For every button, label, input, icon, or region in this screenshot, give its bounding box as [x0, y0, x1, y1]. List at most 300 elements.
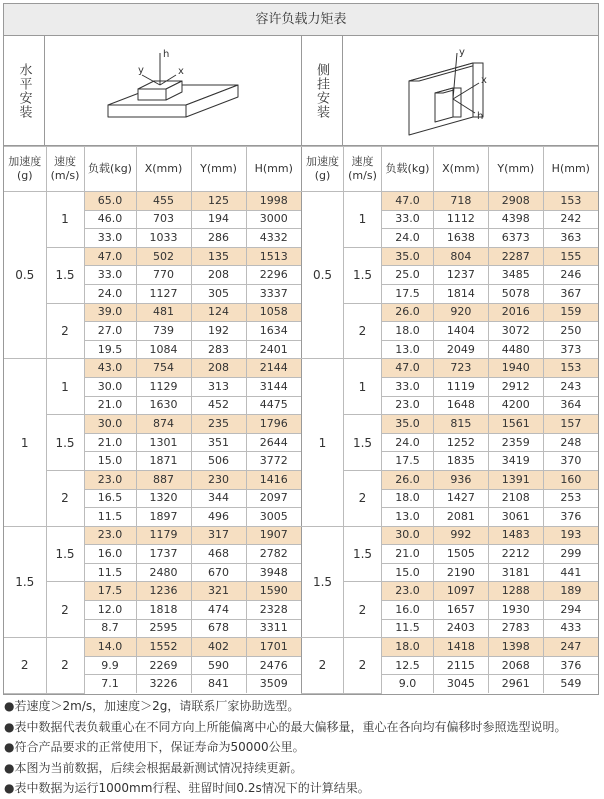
speed-header: 速度 (m/s) — [344, 147, 382, 192]
speed-cell: 1 — [46, 192, 84, 248]
x-cell: 1505 — [434, 545, 489, 564]
load-cell: 21.0 — [382, 545, 434, 564]
y-cell: 125 — [191, 192, 246, 211]
y-header: Y(mm) — [191, 147, 246, 192]
table-row — [4, 359, 301, 378]
h-cell: 363 — [543, 229, 598, 248]
load-cell: 8.7 — [84, 619, 136, 638]
speed-cell: 1.5 — [344, 415, 382, 471]
load-cell: 9.0 — [382, 675, 434, 693]
x-cell: 992 — [434, 526, 489, 545]
table-row — [4, 638, 301, 657]
load-cell: 9.9 — [84, 656, 136, 675]
y-cell: 2908 — [488, 192, 543, 211]
h-cell: 367 — [543, 284, 598, 303]
x-cell: 3045 — [434, 675, 489, 693]
load-cell: 12.5 — [382, 656, 434, 675]
y-cell: 194 — [191, 210, 246, 229]
y-cell: 344 — [191, 489, 246, 508]
x-cell: 1237 — [434, 266, 489, 285]
table-row — [302, 415, 599, 434]
h-cell: 1998 — [246, 192, 301, 211]
y-cell: 2016 — [488, 303, 543, 322]
load-cell: 15.0 — [382, 563, 434, 582]
table-row — [302, 359, 599, 378]
x-cell: 887 — [136, 470, 191, 489]
x-cell: 1127 — [136, 284, 191, 303]
load-cell: 30.0 — [84, 377, 136, 396]
load-cell: 33.0 — [84, 266, 136, 285]
load-cell: 17.5 — [382, 452, 434, 471]
notes-list — [4, 696, 602, 799]
table-row — [302, 638, 599, 657]
x-cell: 1252 — [434, 433, 489, 452]
y-cell: 4480 — [488, 340, 543, 359]
acceleration-cell: 1.5 — [302, 526, 344, 638]
load-cell: 47.0 — [382, 192, 434, 211]
horizontal-load-table — [4, 146, 301, 694]
x-cell: 2595 — [136, 619, 191, 638]
horizontal-rail-diagram — [98, 41, 248, 141]
load-cell: 19.5 — [84, 340, 136, 359]
table-row — [302, 192, 599, 211]
y-cell: 1391 — [488, 470, 543, 489]
speed-cell: 2 — [46, 470, 84, 526]
y-cell: 474 — [191, 601, 246, 620]
h-cell: 433 — [543, 619, 598, 638]
y-header: Y(mm) — [488, 147, 543, 192]
table-row — [4, 470, 301, 489]
x-cell: 1638 — [434, 229, 489, 248]
side-mount-figure — [343, 36, 599, 145]
h-cell: 373 — [543, 340, 598, 359]
acceleration-cell: 1 — [302, 359, 344, 526]
x-cell: 770 — [136, 266, 191, 285]
h-cell: 157 — [543, 415, 598, 434]
table-row — [302, 582, 599, 601]
load-cell: 18.0 — [382, 489, 434, 508]
h-axis-label: h — [162, 48, 170, 60]
note-item: ●本图为当前数据，后续会根据最新测试情况持续更新。 — [4, 760, 303, 775]
x-cell: 502 — [136, 247, 191, 266]
y-cell: 283 — [191, 340, 246, 359]
horizontal-mount-label: 水平安装 — [16, 62, 32, 119]
speed-cell: 2 — [344, 303, 382, 359]
load-cell: 23.0 — [382, 582, 434, 601]
x-header: X(mm) — [136, 147, 191, 192]
h-cell: 549 — [543, 675, 598, 693]
speed-cell: 1.5 — [46, 526, 84, 582]
y-cell: 2212 — [488, 545, 543, 564]
table-row — [4, 247, 301, 266]
y-cell: 2961 — [488, 675, 543, 693]
acceleration-cell: 0.5 — [4, 192, 46, 359]
y-axis-label: y — [459, 46, 466, 58]
h-cell: 294 — [543, 601, 598, 620]
load-cell: 30.0 — [84, 415, 136, 434]
h-cell: 3005 — [246, 508, 301, 527]
y-cell: 6373 — [488, 229, 543, 248]
h-cell: 3337 — [246, 284, 301, 303]
load-cell: 47.0 — [84, 247, 136, 266]
y-cell: 5078 — [488, 284, 543, 303]
x-cell: 481 — [136, 303, 191, 322]
side-load-table — [301, 146, 598, 694]
h-cell: 1701 — [246, 638, 301, 657]
side-mount-label-cell — [302, 36, 343, 145]
h-cell: 159 — [543, 303, 598, 322]
x-axis-label: x — [481, 74, 488, 86]
h-cell: 3144 — [246, 377, 301, 396]
load-cell: 24.0 — [84, 284, 136, 303]
x-cell: 1814 — [434, 284, 489, 303]
acceleration-header: 加速度 (g) — [4, 147, 46, 192]
load-cell: 11.5 — [382, 619, 434, 638]
x-cell: 1320 — [136, 489, 191, 508]
table-row — [4, 192, 301, 211]
x-axis-label: x — [177, 65, 184, 77]
load-cell: 16.0 — [382, 601, 434, 620]
x-cell: 1657 — [434, 601, 489, 620]
table-row — [302, 247, 599, 266]
x-cell: 1084 — [136, 340, 191, 359]
y-cell: 192 — [191, 322, 246, 341]
load-tables — [4, 146, 598, 694]
h-cell: 2144 — [246, 359, 301, 378]
load-cell: 25.0 — [382, 266, 434, 285]
x-cell: 1737 — [136, 545, 191, 564]
load-cell: 35.0 — [382, 247, 434, 266]
x-cell: 2190 — [434, 563, 489, 582]
x-cell: 1097 — [434, 582, 489, 601]
x-cell: 1236 — [136, 582, 191, 601]
h-cell: 1416 — [246, 470, 301, 489]
h-cell: 2644 — [246, 433, 301, 452]
y-cell: 2783 — [488, 619, 543, 638]
speed-cell: 1.5 — [344, 526, 382, 582]
table-row — [4, 303, 301, 322]
load-cell: 30.0 — [382, 526, 434, 545]
table-row — [302, 470, 599, 489]
x-cell: 920 — [434, 303, 489, 322]
h-header: H(mm) — [543, 147, 598, 192]
load-cell: 16.0 — [84, 545, 136, 564]
x-cell: 1630 — [136, 396, 191, 415]
load-header: 负载(kg) — [84, 147, 136, 192]
acceleration-cell: 1 — [4, 359, 46, 526]
x-cell: 2081 — [434, 508, 489, 527]
h-cell: 1634 — [246, 322, 301, 341]
x-cell: 1179 — [136, 526, 191, 545]
x-cell: 1871 — [136, 452, 191, 471]
h-cell: 246 — [543, 266, 598, 285]
y-cell: 2912 — [488, 377, 543, 396]
y-cell: 235 — [191, 415, 246, 434]
h-cell: 1513 — [246, 247, 301, 266]
h-cell: 376 — [543, 656, 598, 675]
y-axis-label: y — [137, 64, 144, 76]
h-header: H(mm) — [246, 147, 301, 192]
load-cell: 26.0 — [382, 303, 434, 322]
h-cell: 299 — [543, 545, 598, 564]
speed-cell: 2 — [344, 638, 382, 693]
load-cell: 18.0 — [382, 322, 434, 341]
h-cell: 2328 — [246, 601, 301, 620]
h-cell: 2476 — [246, 656, 301, 675]
h-cell: 3311 — [246, 619, 301, 638]
h-cell: 153 — [543, 359, 598, 378]
table-row — [4, 415, 301, 434]
x-cell: 754 — [136, 359, 191, 378]
x-cell: 1418 — [434, 638, 489, 657]
h-cell: 3509 — [246, 675, 301, 693]
load-moment-sheet — [3, 3, 599, 695]
y-cell: 2108 — [488, 489, 543, 508]
h-cell: 189 — [543, 582, 598, 601]
h-cell: 3772 — [246, 452, 301, 471]
x-cell: 1835 — [434, 452, 489, 471]
load-cell: 35.0 — [382, 415, 434, 434]
y-cell: 496 — [191, 508, 246, 527]
y-cell: 2068 — [488, 656, 543, 675]
h-cell: 364 — [543, 396, 598, 415]
y-cell: 321 — [191, 582, 246, 601]
y-cell: 230 — [191, 470, 246, 489]
load-cell: 24.0 — [382, 433, 434, 452]
x-cell: 739 — [136, 322, 191, 341]
horizontal-mount-panel — [4, 36, 301, 145]
mounting-diagrams — [4, 36, 598, 146]
x-cell: 723 — [434, 359, 489, 378]
speed-cell: 1 — [344, 192, 382, 248]
h-cell: 441 — [543, 563, 598, 582]
y-cell: 1288 — [488, 582, 543, 601]
y-cell: 3181 — [488, 563, 543, 582]
load-cell: 39.0 — [84, 303, 136, 322]
acceleration-cell: 2 — [4, 638, 46, 693]
horizontal-mount-figure — [45, 36, 301, 145]
y-cell: 590 — [191, 656, 246, 675]
y-cell: 1561 — [488, 415, 543, 434]
speed-cell: 1 — [46, 359, 84, 415]
x-cell: 1301 — [136, 433, 191, 452]
load-cell: 12.0 — [84, 601, 136, 620]
h-cell: 2097 — [246, 489, 301, 508]
y-cell: 317 — [191, 526, 246, 545]
x-cell: 1648 — [434, 396, 489, 415]
h-cell: 243 — [543, 377, 598, 396]
y-cell: 670 — [191, 563, 246, 582]
table-row — [302, 526, 599, 545]
load-cell: 16.5 — [84, 489, 136, 508]
table-row — [4, 526, 301, 545]
load-cell: 7.1 — [84, 675, 136, 693]
h-cell: 1907 — [246, 526, 301, 545]
load-cell: 21.0 — [84, 433, 136, 452]
y-cell: 3072 — [488, 322, 543, 341]
h-cell: 376 — [543, 508, 598, 527]
load-cell: 33.0 — [84, 229, 136, 248]
h-cell: 2401 — [246, 340, 301, 359]
x-cell: 1818 — [136, 601, 191, 620]
load-cell: 14.0 — [84, 638, 136, 657]
load-cell: 17.5 — [382, 284, 434, 303]
x-cell: 1897 — [136, 508, 191, 527]
x-cell: 1112 — [434, 210, 489, 229]
x-cell: 2049 — [434, 340, 489, 359]
side-rail-diagram — [395, 41, 545, 141]
note-item: ●表中数据为运行1000mm行程、驻留时间0.2s情况下的计算结果。 — [4, 781, 370, 795]
speed-cell: 2 — [344, 582, 382, 638]
load-cell: 43.0 — [84, 359, 136, 378]
y-cell: 3061 — [488, 508, 543, 527]
y-cell: 3485 — [488, 266, 543, 285]
h-cell: 153 — [543, 192, 598, 211]
y-cell: 4398 — [488, 210, 543, 229]
x-cell: 1404 — [434, 322, 489, 341]
speed-header: 速度 (m/s) — [46, 147, 84, 192]
speed-cell: 1 — [344, 359, 382, 415]
acceleration-header: 加速度 (g) — [302, 147, 344, 192]
x-cell: 2403 — [434, 619, 489, 638]
x-cell: 1033 — [136, 229, 191, 248]
load-cell: 23.0 — [84, 470, 136, 489]
x-cell: 804 — [434, 247, 489, 266]
y-cell: 2359 — [488, 433, 543, 452]
load-cell: 65.0 — [84, 192, 136, 211]
table-row — [4, 582, 301, 601]
x-cell: 2115 — [434, 656, 489, 675]
load-cell: 11.5 — [84, 508, 136, 527]
y-cell: 286 — [191, 229, 246, 248]
load-cell: 47.0 — [382, 359, 434, 378]
h-cell: 253 — [543, 489, 598, 508]
y-cell: 1483 — [488, 526, 543, 545]
h-cell: 247 — [543, 638, 598, 657]
h-cell: 2782 — [246, 545, 301, 564]
load-cell: 33.0 — [382, 377, 434, 396]
acceleration-cell: 2 — [302, 638, 344, 693]
y-cell: 305 — [191, 284, 246, 303]
y-cell: 506 — [191, 452, 246, 471]
x-cell: 2480 — [136, 563, 191, 582]
x-cell: 455 — [136, 192, 191, 211]
x-cell: 1427 — [434, 489, 489, 508]
y-cell: 2287 — [488, 247, 543, 266]
h-cell: 370 — [543, 452, 598, 471]
y-cell: 313 — [191, 377, 246, 396]
load-cell: 26.0 — [382, 470, 434, 489]
x-cell: 1119 — [434, 377, 489, 396]
horizontal-mount-label-cell — [4, 36, 45, 145]
x-cell: 815 — [434, 415, 489, 434]
y-cell: 452 — [191, 396, 246, 415]
speed-cell: 2 — [344, 470, 382, 526]
h-cell: 1058 — [246, 303, 301, 322]
side-mount-panel — [301, 36, 599, 145]
h-cell: 1590 — [246, 582, 301, 601]
y-cell: 1398 — [488, 638, 543, 657]
x-header: X(mm) — [434, 147, 489, 192]
h-cell: 4475 — [246, 396, 301, 415]
h-cell: 2296 — [246, 266, 301, 285]
y-cell: 1930 — [488, 601, 543, 620]
table-row — [302, 303, 599, 322]
header-row — [302, 147, 599, 192]
acceleration-cell: 0.5 — [302, 192, 344, 359]
load-cell: 11.5 — [84, 563, 136, 582]
speed-cell: 1.5 — [344, 247, 382, 303]
y-cell: 208 — [191, 266, 246, 285]
note-item: ●符合产品要求的正常使用下，保证寿命为50000公里。 — [4, 740, 305, 754]
h-axis-label: h — [477, 110, 484, 122]
h-cell: 4332 — [246, 229, 301, 248]
y-cell: 208 — [191, 359, 246, 378]
load-cell: 23.0 — [84, 526, 136, 545]
load-cell: 18.0 — [382, 638, 434, 657]
page-title: 容许负载力矩表 — [4, 4, 598, 36]
h-cell: 193 — [543, 526, 598, 545]
speed-cell: 2 — [46, 303, 84, 359]
x-cell: 936 — [434, 470, 489, 489]
y-cell: 135 — [191, 247, 246, 266]
h-cell: 3948 — [246, 563, 301, 582]
h-cell: 248 — [543, 433, 598, 452]
y-cell: 402 — [191, 638, 246, 657]
speed-cell: 2 — [46, 638, 84, 693]
y-cell: 4200 — [488, 396, 543, 415]
h-cell: 3000 — [246, 210, 301, 229]
y-cell: 841 — [191, 675, 246, 693]
x-cell: 874 — [136, 415, 191, 434]
y-cell: 124 — [191, 303, 246, 322]
x-cell: 1552 — [136, 638, 191, 657]
speed-cell: 1.5 — [46, 415, 84, 471]
load-cell: 13.0 — [382, 340, 434, 359]
load-cell: 21.0 — [84, 396, 136, 415]
load-cell: 27.0 — [84, 322, 136, 341]
x-cell: 2269 — [136, 656, 191, 675]
x-cell: 703 — [136, 210, 191, 229]
h-cell: 155 — [543, 247, 598, 266]
h-cell: 250 — [543, 322, 598, 341]
load-cell: 17.5 — [84, 582, 136, 601]
y-cell: 468 — [191, 545, 246, 564]
h-cell: 1796 — [246, 415, 301, 434]
side-mount-label: 侧挂安装 — [314, 62, 329, 119]
header-row — [4, 147, 301, 192]
load-cell: 13.0 — [382, 508, 434, 527]
load-cell: 46.0 — [84, 210, 136, 229]
load-cell: 15.0 — [84, 452, 136, 471]
h-cell: 160 — [543, 470, 598, 489]
h-cell: 242 — [543, 210, 598, 229]
load-cell: 23.0 — [382, 396, 434, 415]
load-cell: 33.0 — [382, 210, 434, 229]
x-cell: 718 — [434, 192, 489, 211]
load-header: 负载(kg) — [382, 147, 434, 192]
x-cell: 1129 — [136, 377, 191, 396]
note-item: ●若速度＞2m/s，加速度＞2g，请联系厂家协助选型。 — [4, 699, 300, 713]
y-cell: 678 — [191, 619, 246, 638]
y-cell: 351 — [191, 433, 246, 452]
y-cell: 3419 — [488, 452, 543, 471]
load-cell: 24.0 — [382, 229, 434, 248]
x-cell: 3226 — [136, 675, 191, 693]
note-item: ●表中数据代表负载重心在不同方向上所能偏离中心的最大偏移量，重心在各向均有偏移时参照选型说明。 — [4, 719, 567, 734]
acceleration-cell: 1.5 — [4, 526, 46, 638]
speed-cell: 2 — [46, 582, 84, 638]
